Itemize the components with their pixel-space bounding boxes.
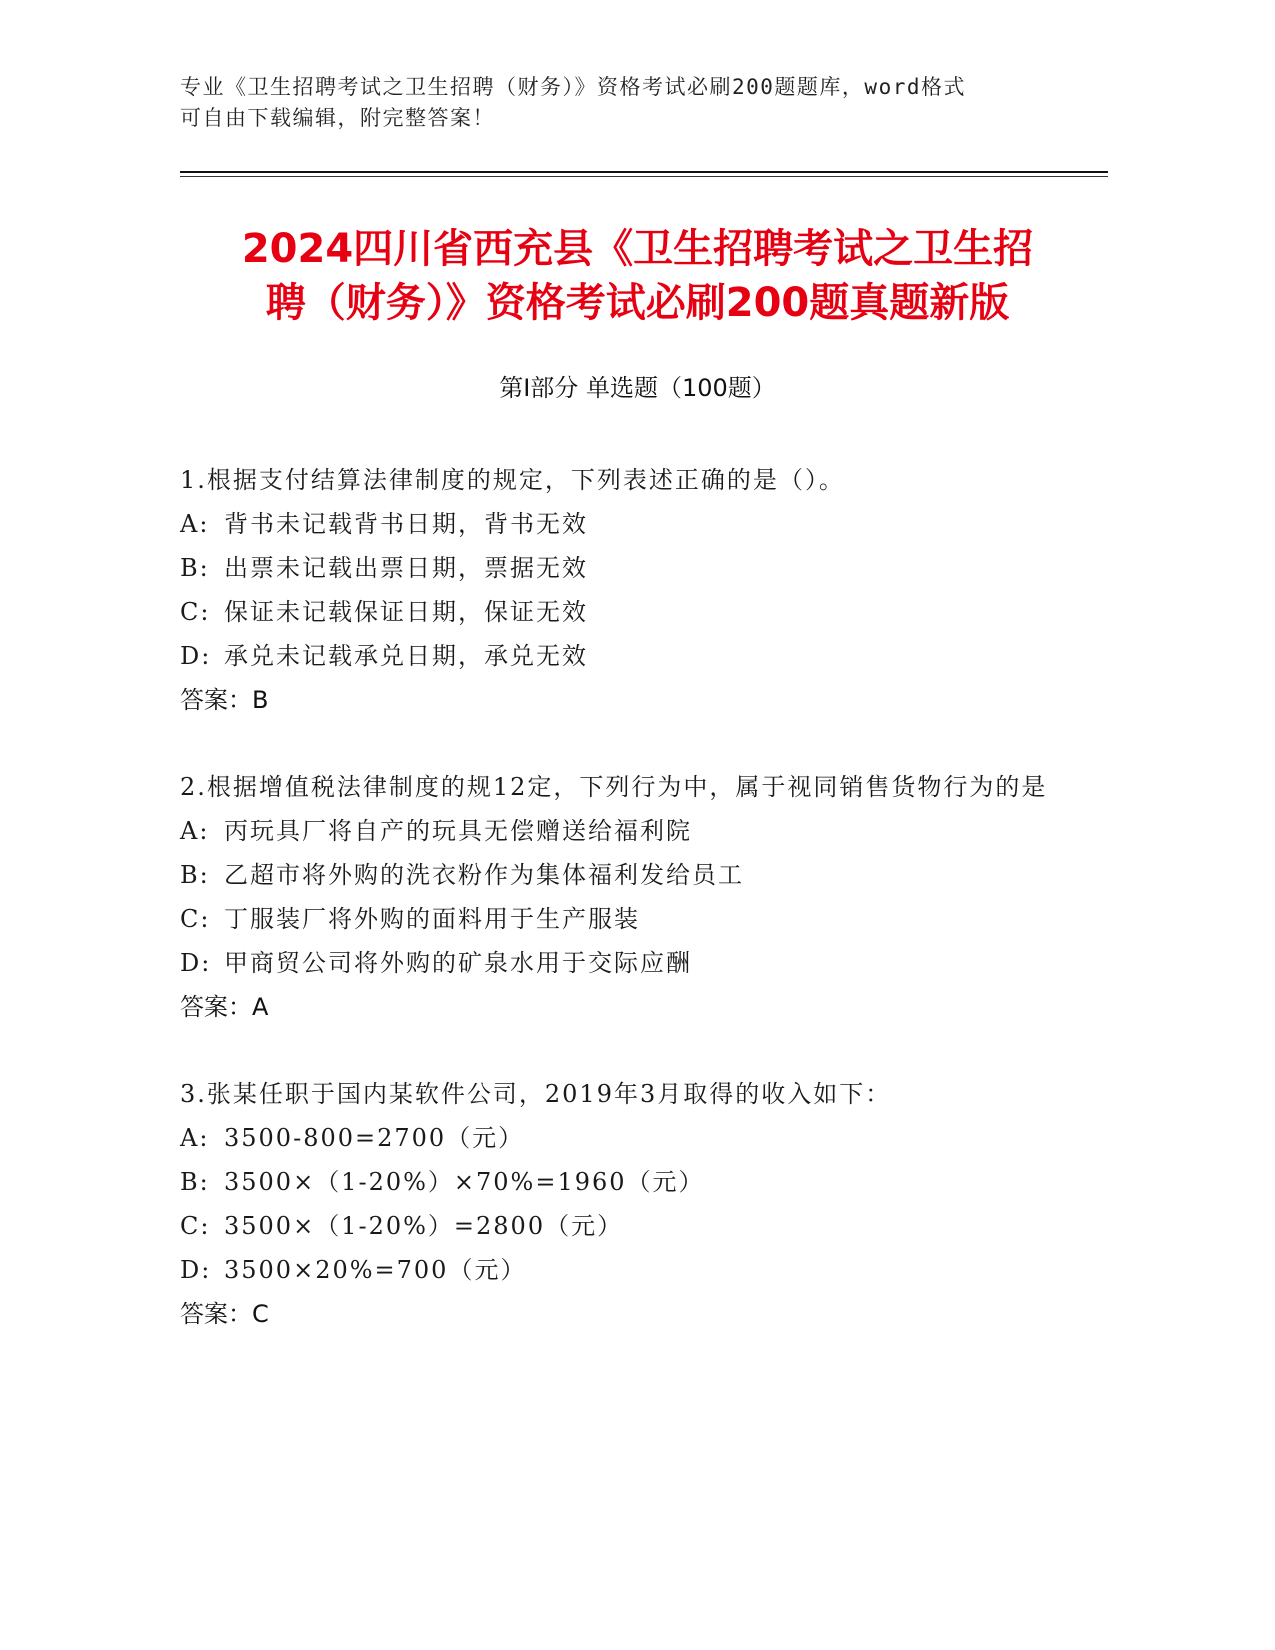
option-c	[180, 1204, 1050, 1248]
option-text: 丙玩具厂将自产的玩具无偿赠送给福利院	[224, 817, 692, 845]
question-stem: 1.根据支付结算法律制度的规定，下列表述正确的是（）。	[180, 466, 845, 494]
question-stem: 3.张某任职于国内某软件公司，2019年3月取得的收入如下：	[180, 1080, 892, 1108]
option-key: B:	[180, 1168, 210, 1196]
option-a	[180, 502, 1050, 546]
question-1	[180, 458, 1050, 722]
answer-label: 答案：	[180, 993, 252, 1021]
option-text: 承兑未记载承兑日期，承兑无效	[224, 642, 588, 670]
option-text: 出票未记载出票日期，票据无效	[224, 554, 588, 582]
answer-value: A	[252, 993, 269, 1021]
option-text: 甲商贸公司将外购的矿泉水用于交际应酬	[224, 949, 692, 977]
answer-line	[180, 678, 1050, 722]
option-key: A:	[180, 1124, 210, 1152]
option-key: C:	[180, 905, 211, 933]
document-title-line2: 聘（财务）》资格考试必刷200题真题新版	[265, 280, 1010, 326]
question-stem: 2.根据增值税法律制度的规12定，下列行为中，属于视同销售货物行为的是	[180, 773, 1048, 801]
question-2	[180, 765, 1050, 1029]
answer-value: C	[252, 1300, 269, 1328]
option-key: B:	[180, 861, 210, 889]
option-text: 保证未记载保证日期，保证无效	[224, 598, 588, 626]
question-3	[180, 1072, 1050, 1336]
option-text: 背书未记载背书日期，背书无效	[224, 510, 588, 538]
header-divider-thick	[180, 171, 1108, 173]
option-key: D:	[180, 949, 212, 977]
option-key: D:	[180, 1256, 212, 1284]
option-c	[180, 897, 1050, 941]
option-text: 3500×（1-20%）×70%=1960（元）	[224, 1168, 705, 1196]
option-text: 3500-800=2700（元）	[224, 1124, 525, 1152]
answer-value: B	[252, 686, 269, 714]
answer-line	[180, 1292, 1050, 1336]
option-text: 3500×20%=700（元）	[224, 1256, 527, 1284]
header-note	[180, 72, 1050, 134]
option-key: C:	[180, 598, 211, 626]
answer-label: 答案：	[180, 686, 252, 714]
option-b	[180, 546, 1050, 590]
option-a	[180, 1116, 1050, 1160]
option-b	[180, 1160, 1050, 1204]
option-d	[180, 941, 1050, 985]
header-divider-thin	[180, 176, 1108, 177]
option-text: 3500×（1-20%）=2800（元）	[224, 1212, 624, 1240]
answer-label: 答案：	[180, 1300, 252, 1328]
option-d	[180, 634, 1050, 678]
document-title-line1: 2024四川省西充县《卫生招聘考试之卫生招	[241, 226, 1034, 272]
option-b	[180, 853, 1050, 897]
option-a	[180, 809, 1050, 853]
option-key: A:	[180, 510, 210, 538]
section-heading: 第Ⅰ部分 单选题（100题）	[499, 374, 776, 402]
option-text: 乙超市将外购的洗衣粉作为集体福利发给员工	[224, 861, 744, 889]
answer-line	[180, 985, 1050, 1029]
option-key: B:	[180, 554, 210, 582]
header-note-line1: 专业《卫生招聘考试之卫生招聘（财务）》资格考试必刷200题题库，word格式	[180, 75, 966, 99]
option-key: A:	[180, 817, 210, 845]
header-note-line2: 可自由下载编辑，附完整答案！	[180, 106, 495, 130]
document-title	[130, 222, 1145, 330]
option-text: 丁服装厂将外购的面料用于生产服装	[224, 905, 640, 933]
option-key: C:	[180, 1212, 211, 1240]
option-key: D:	[180, 642, 212, 670]
option-c	[180, 590, 1050, 634]
option-d	[180, 1248, 1050, 1292]
question-list	[180, 458, 1050, 1379]
